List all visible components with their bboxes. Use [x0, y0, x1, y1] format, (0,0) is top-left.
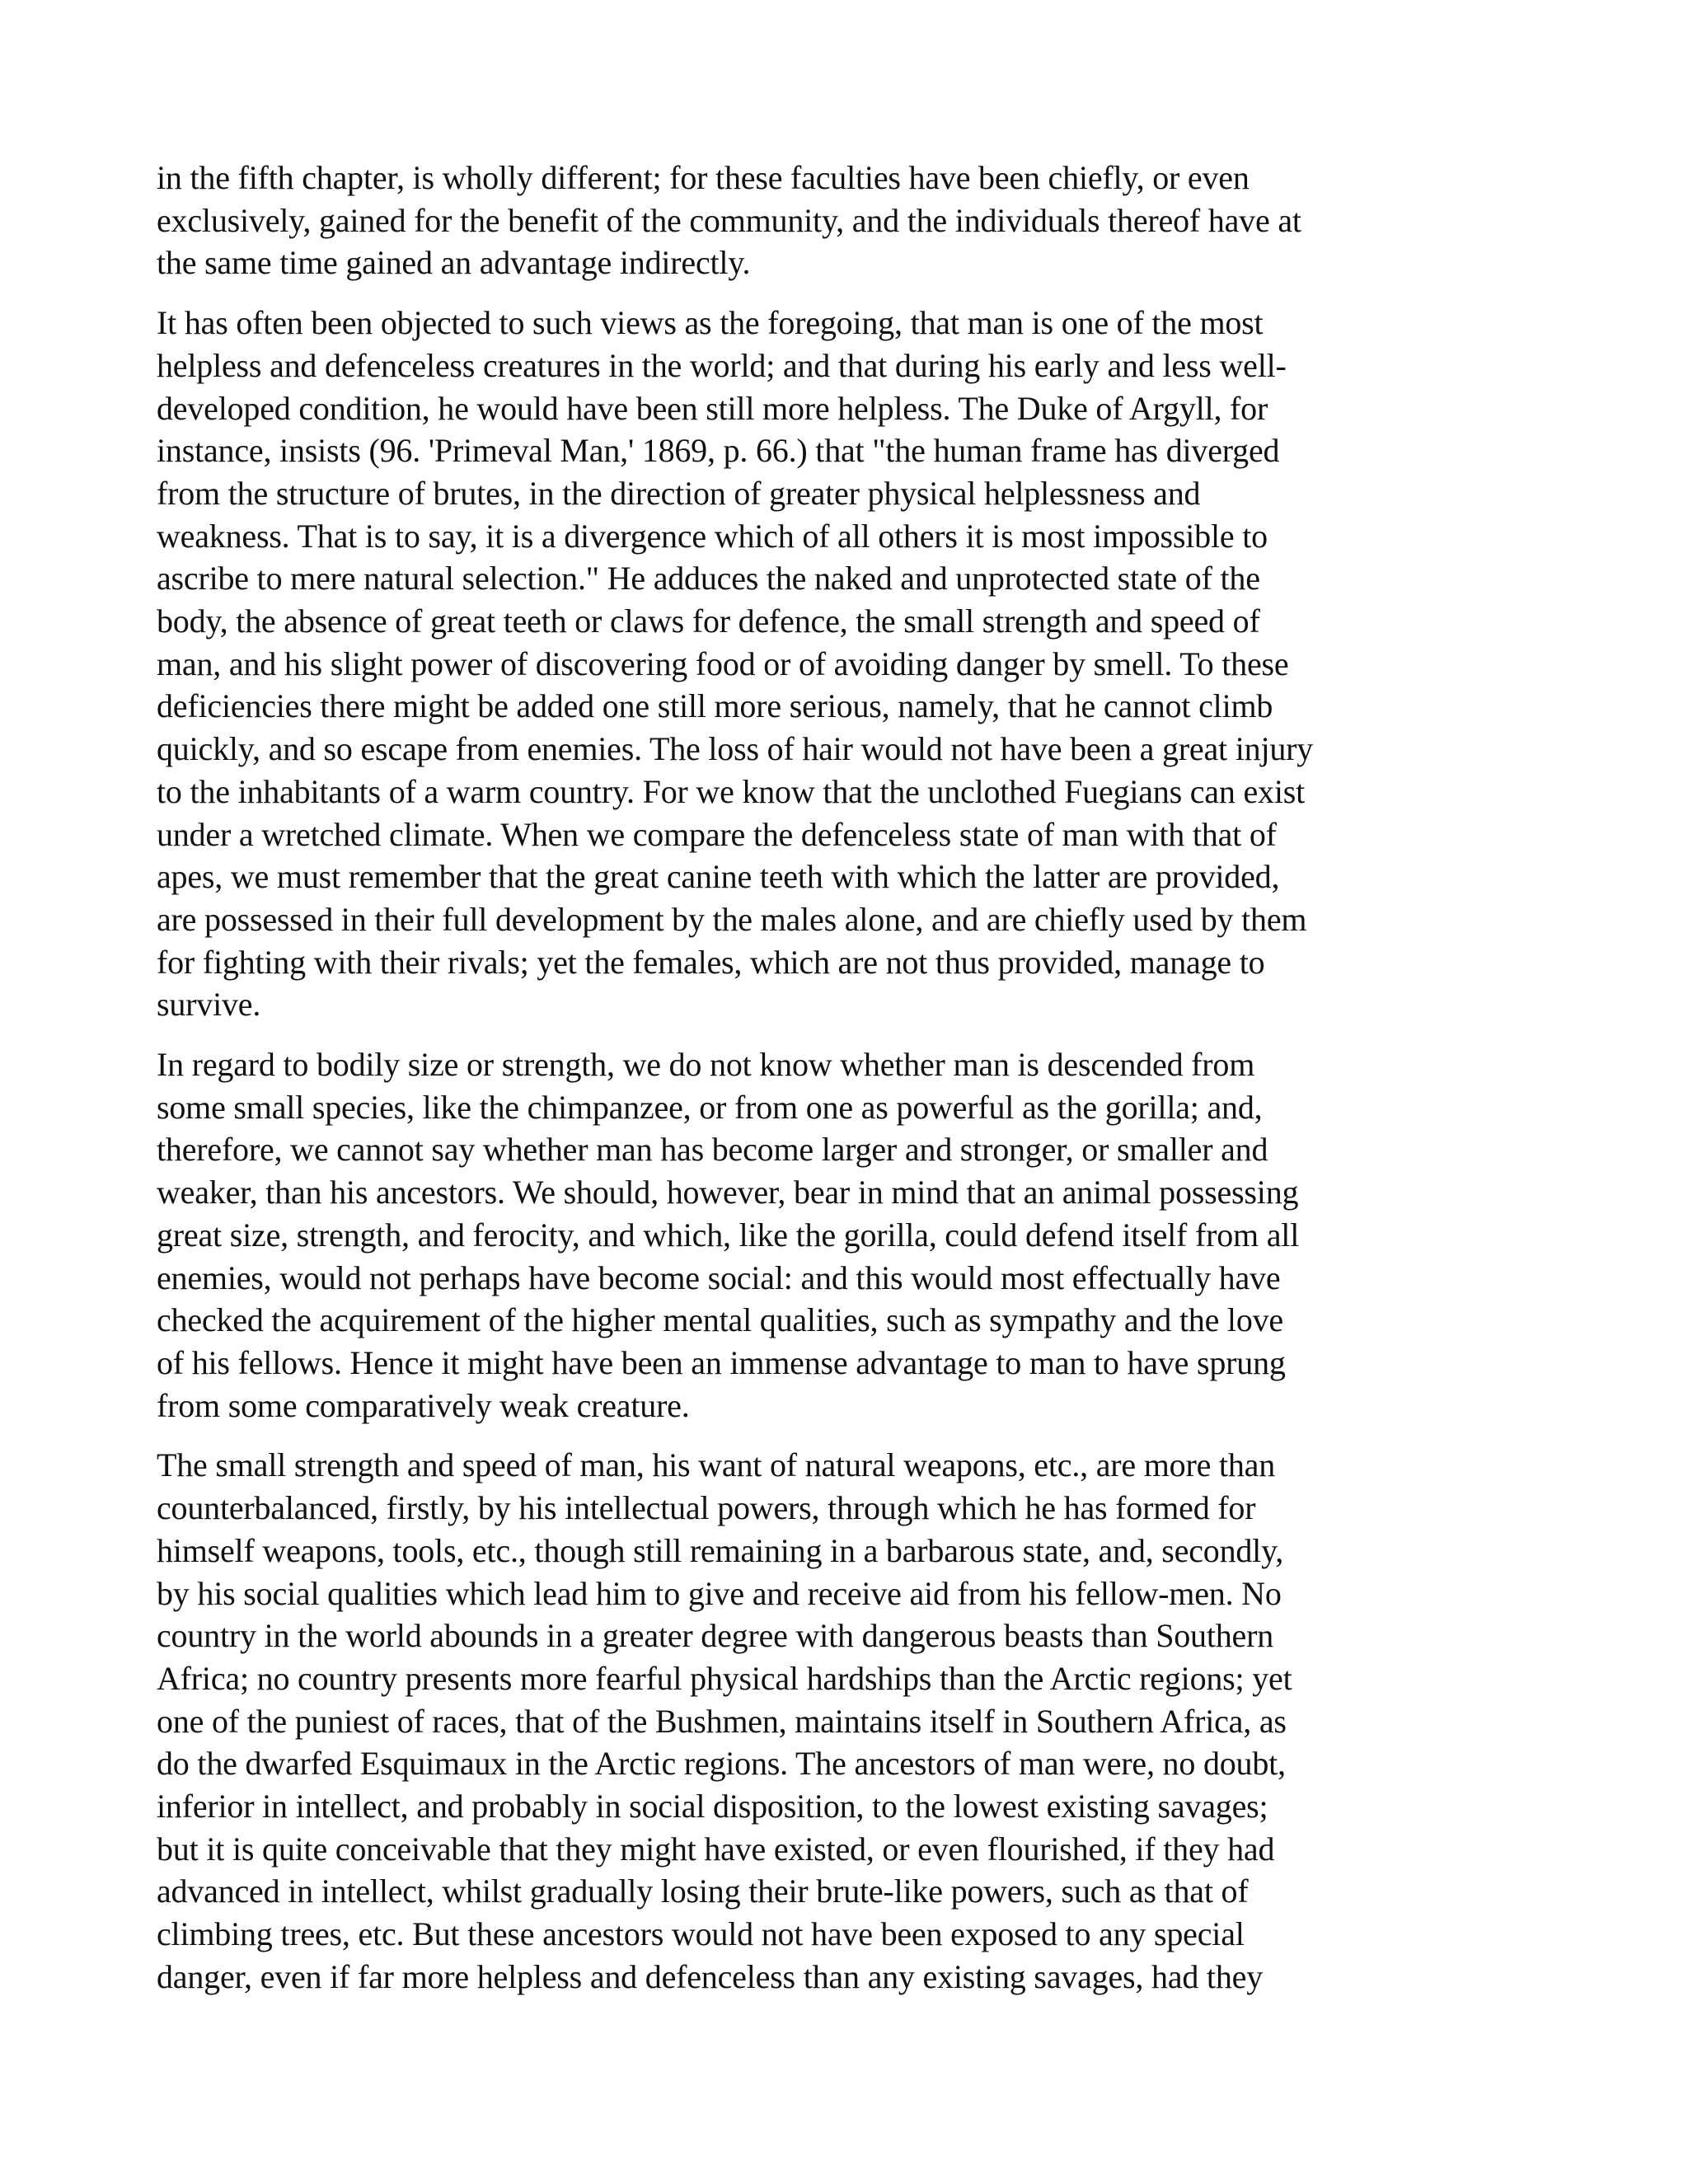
text-line: The small strength and speed of man, his want of natural weapons, etc., are more than	[157, 1446, 1276, 1484]
text-line: from some comparatively weak creature.	[157, 1386, 690, 1424]
text-line: of his fellows. Hence it might have been an immense advantage to man to have sprung	[157, 1343, 1286, 1381]
text-line: great size, strength, and ferocity, and which, like the gorilla, could defend itself from all	[157, 1216, 1300, 1254]
text-line: advanced in intellect, whilst gradually losing their brute-like powers, such as that of	[157, 1872, 1249, 1910]
document-page	[157, 157, 1550, 2016]
text-line: one of the puniest of races, that of the Bushmen, maintains itself in Southern Africa, as	[157, 1702, 1287, 1740]
text-line: some small species, like the chimpanzee, or from one as powerful as the gorilla; and,	[157, 1088, 1263, 1126]
text-line: deficiencies there might be added one still more serious, namely, that he cannot climb	[157, 687, 1273, 725]
text-line: developed condition, he would have been still more helpless. The Duke of Argyll, for	[157, 389, 1268, 427]
body-paragraph	[157, 1043, 1550, 1427]
text-line: himself weapons, tools, etc., though still remaining in a barbarous state, and, secondly,	[157, 1531, 1284, 1569]
text-line: body, the absence of great teeth or claws for defence, the small strength and speed of	[157, 602, 1260, 640]
text-line: under a wretched climate. When we compare the defenceless state of man with that of	[157, 815, 1277, 853]
text-line: ascribe to mere natural selection." He adduces the naked and unprotected state of the	[157, 560, 1260, 598]
text-line: by his social qualities which lead him to give and receive aid from his fellow-men. No	[157, 1574, 1282, 1612]
text-line: country in the world abounds in a greater degree with dangerous beasts than Southern	[157, 1617, 1274, 1655]
text-line: exclusively, gained for the benefit of the community, and the individuals thereof have at	[157, 201, 1301, 239]
body-paragraph	[157, 302, 1550, 1026]
text-line: instance, insists (96. 'Primeval Man,' 1869, p. 66.) that "the human frame has diverged	[157, 432, 1280, 470]
text-line: helpless and defenceless creatures in the world; and that during his early and less well-	[157, 346, 1287, 384]
text-line: do the dwarfed Esquimaux in the Arctic regions. The ancestors of man were, no doubt,	[157, 1745, 1286, 1783]
text-line: enemies, would not perhaps have become social: and this would most effectually have	[157, 1258, 1281, 1296]
text-line: from the structure of brutes, in the direction of greater physical helplessness and	[157, 474, 1201, 512]
text-line: weakness. That is to say, it is a divergence which of all others it is most impossible to	[157, 517, 1268, 555]
text-line: are possessed in their full development by the males alone, and are chiefly used by them	[157, 900, 1307, 938]
text-line: danger, even if far more helpless and defenceless than any existing savages, had they	[157, 1957, 1264, 1995]
text-line: checked the acquirement of the higher mental qualities, such as sympathy and the love	[157, 1301, 1283, 1339]
text-line: man, and his slight power of discovering food or of avoiding danger by smell. To these	[157, 644, 1289, 682]
text-line: In regard to bodily size or strength, we do not know whether man is descended from	[157, 1046, 1255, 1084]
text-line: the same time gained an advantage indirectly.	[157, 244, 751, 282]
text-line: to the inhabitants of a warm country. For we know that the unclothed Fuegians can exist	[157, 772, 1306, 810]
text-line: in the fifth chapter, is wholly different; for these faculties have been chiefly, or even	[157, 159, 1250, 196]
text-line: therefore, we cannot say whether man has become larger and stronger, or smaller and	[157, 1131, 1268, 1169]
text-line: weaker, than his ancestors. We should, however, bear in mind that an animal possessing	[157, 1174, 1299, 1212]
body-paragraph	[157, 157, 1550, 284]
text-line: inferior in intellect, and probably in social disposition, to the lowest existing savages;	[157, 1788, 1268, 1825]
text-line: quickly, and so escape from enemies. The loss of hair would not have been a great injury	[157, 730, 1314, 768]
text-line: counterbalanced, firstly, by his intellectual powers, through which he has formed for	[157, 1489, 1256, 1527]
text-line: Africa; no country presents more fearful physical hardships than the Arctic regions; yet	[157, 1659, 1292, 1697]
text-line: climbing trees, etc. But these ancestors would not have been exposed to any special	[157, 1915, 1245, 1953]
text-line: for fighting with their rivals; yet the females, which are not thus provided, manage to	[157, 943, 1265, 981]
text-line: It has often been objected to such views as the foregoing, that man is one of the most	[157, 304, 1264, 342]
body-paragraph	[157, 1444, 1550, 1998]
text-line: apes, we must remember that the great canine teeth with which the latter are provided,	[157, 858, 1280, 896]
text-line: but it is quite conceivable that they might have existed, or even flourished, if they had	[157, 1830, 1275, 1868]
text-line: survive.	[157, 986, 261, 1024]
